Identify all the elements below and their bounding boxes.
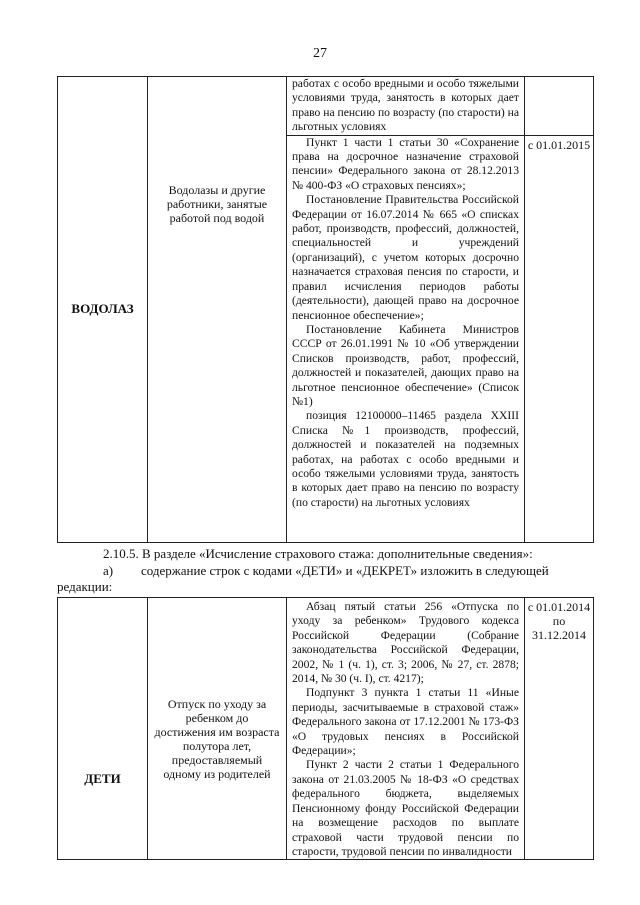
date-from: с 01.01.2014 — [527, 600, 591, 614]
basis-cell — [287, 135, 525, 542]
basis-paragraph: Пункт 1 части 1 статьи 30 «Сохранение права на досрочное назначение страховой пенсии» Федерального закона от 28.12.2013 № 400-ФЗ «О страховых пенсиях»; — [292, 135, 519, 192]
code-cell: ДЕТИ — [58, 598, 148, 860]
basis-paragraph: Подпункт 3 пункта 1 статьи 11 «Иные периоды, засчитываемые в страховой стаж» Федерального закона от 17.12.2001 № 173-ФЗ «О трудовых пенсиях в Российской Федерации»; — [292, 686, 519, 758]
basis-paragraph: Постановление Правительства Российской Федерации от 16.07.2014 № 665 «О списках работ, производств, профессий, должностей, специальностей и учреждений (организаций), с учетом которых досрочно назначается страховая пенсия по старости, и правил исчисления периодов работы (деятельности), дающей право на досрочное пенсионное обеспечение»; — [292, 193, 519, 322]
item-label: а) — [103, 563, 114, 578]
item-text — [103, 563, 587, 579]
codes-table-deti — [57, 597, 594, 860]
basis-paragraph: Пункт 2 части 2 статьи 1 Федерального закона от 21.03.2005 № 18-ФЗ «О средствах федерального бюджета, выделяемых Пенсионному фонду Российской Федерации на возмещение расходов по выплате страховой части трудовой пенсии по старости, трудовой пенсии по инвалидности — [292, 758, 519, 858]
basis-paragraph: Постановление Кабинета Министров СССР от 26.01.1991 № 10 «Об утверждении Списков производств, работ, профессий, должностей и показателей, дающих право на льготное пенсионное обеспечение» (Список №1) — [292, 322, 519, 408]
empty-date-cell — [525, 77, 594, 136]
item-text-continuation: редакции: — [57, 579, 113, 594]
basis-paragraph: Абзац пятый статьи 256 «Отпуска по уходу за ребенком» Трудового кодекса Российской Федерации (Собрание законодательства Российской Федерации, 2002, № 1 (ч. 1), ст. 3; 2006, № 27, ст. 2878; 2014, № 30 (ч. I), ст. 4217); — [292, 600, 519, 686]
basis-continued-cell — [287, 77, 525, 136]
description-cell: Водолазы и другие работники, занятые работой под водой — [148, 77, 287, 543]
date-cell: с 01.01.2015 — [525, 135, 594, 542]
date-cell — [525, 598, 594, 860]
page-number: 27 — [313, 46, 327, 61]
basis-paragraph: работах с особо вредными и особо тяжелыми условиями труда, занятость в которых дает право на пенсию по возрасту (по старости) на льготных условиях — [292, 77, 519, 134]
basis-cell — [287, 598, 525, 860]
description-cell: Отпуск по уходу за ребенком до достижения им возраста полутора лет, предоставляемый одному из родителей — [148, 598, 287, 860]
codes-table-vodolaz — [57, 76, 594, 543]
date-to: 31.12.2014 — [532, 628, 586, 642]
item-body: содержание строк с кодами «ДЕТИ» и «ДЕКРЕТ» изложить в следующей — [141, 563, 549, 578]
code-cell: ВОДОЛАЗ — [58, 77, 148, 543]
section-heading: 2.10.5. В разделе «Исчисление страхового стажа: дополнительные сведения»: — [103, 546, 533, 561]
date-by: по — [552, 614, 566, 628]
basis-paragraph: позиция 12100000–11465 раздела XXIII Списка №1 производств, профессий, должностей и показателей на подземных работах, на работах с особо вредными и особо тяжелыми условиями труда, занятость в которых дает право на пенсию по возрасту (по старости) на льготных условиях — [292, 409, 519, 509]
